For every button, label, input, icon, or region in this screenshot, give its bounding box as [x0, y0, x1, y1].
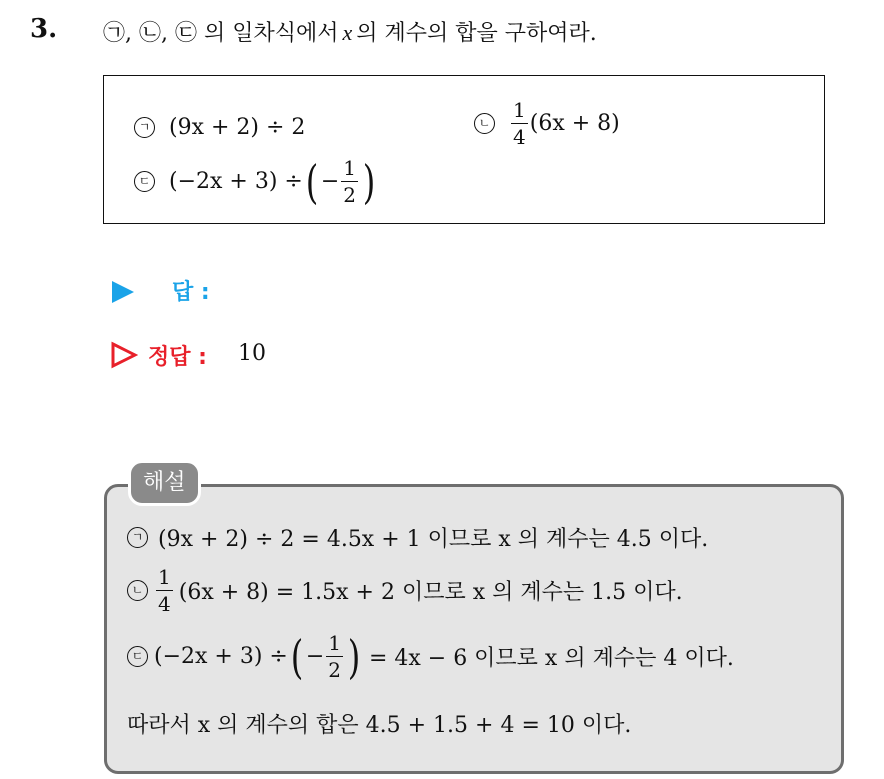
fraction-numerator: 1 — [328, 631, 341, 655]
question-tail: 의 계수의 합을 구하여라. — [356, 21, 597, 46]
solution-line-4-text: 따라서 x 의 계수의 합은 4.5 + 1.5 + 4 = 10 이다. — [127, 713, 632, 738]
question-number: 3. — [30, 14, 58, 44]
marker-b-icon: ㄴ — [127, 580, 148, 601]
solution-line-1-text: (9x + 2) ÷ 2 = 4.5x + 1 이므로 x 의 계수는 4.5 이다. — [158, 527, 709, 552]
marker-c-icon: ㄷ — [134, 171, 155, 192]
expression-b-text: (6x + 8) — [529, 111, 620, 136]
minus-sign: − — [305, 644, 325, 669]
marker-c-icon: ㄷ — [127, 646, 148, 667]
fraction-denominator: 2 — [343, 183, 356, 207]
solution-line-3-post: = 4x − 6 이므로 x 의 계수는 4 이다. — [368, 646, 734, 671]
expression-a — [134, 115, 305, 140]
solution-line-4 — [127, 708, 631, 739]
minus-sign: − — [320, 169, 340, 194]
marker-a-icon: ㄱ — [134, 117, 155, 138]
solution-tag: 해설 — [128, 460, 201, 506]
fraction-half — [341, 158, 358, 205]
question-variable: x — [342, 20, 353, 45]
fraction-denominator: 4 — [513, 125, 526, 149]
fraction-quarter — [156, 567, 173, 614]
correct-answer-label: 정답 : — [148, 345, 207, 370]
fraction-numerator: 1 — [158, 565, 171, 589]
answer-arrow-icon — [112, 281, 134, 303]
expression-c-text: (−2x + 3) ÷ — [169, 169, 303, 194]
right-paren: ) — [347, 629, 361, 684]
answer-label: 답 : — [172, 280, 210, 305]
right-paren: ) — [362, 154, 376, 209]
fraction-denominator: 4 — [158, 592, 171, 616]
solution-line-2-text: (6x + 8) = 1.5x + 2 이므로 x 의 계수는 1.5 이다. — [178, 580, 683, 605]
expression-a-text: (9x + 2) ÷ 2 — [169, 115, 306, 140]
fraction-numerator: 1 — [513, 98, 526, 122]
marker-a-icon: ㄱ — [127, 527, 148, 548]
marker-b-icon: ㄴ — [474, 113, 495, 134]
correct-arrow-icon — [110, 341, 138, 369]
correct-answer-value: 10 — [238, 341, 266, 366]
solution-line-3-pre: (−2x + 3) ÷ — [154, 644, 288, 669]
expression-c — [134, 154, 378, 209]
question-text — [103, 16, 597, 47]
left-paren: ( — [290, 629, 304, 684]
solution-line-3 — [127, 629, 734, 684]
solution-line-2 — [127, 567, 683, 614]
fraction-half — [326, 633, 343, 680]
question-lead: ㉠, ㉡, ㉢ 의 일차식에서 — [103, 21, 339, 46]
fraction-denominator: 2 — [328, 658, 341, 682]
fraction-quarter — [511, 100, 528, 147]
fraction-numerator: 1 — [343, 156, 356, 180]
left-paren: ( — [305, 154, 319, 209]
expression-b — [474, 100, 620, 147]
solution-line-1 — [127, 522, 708, 553]
